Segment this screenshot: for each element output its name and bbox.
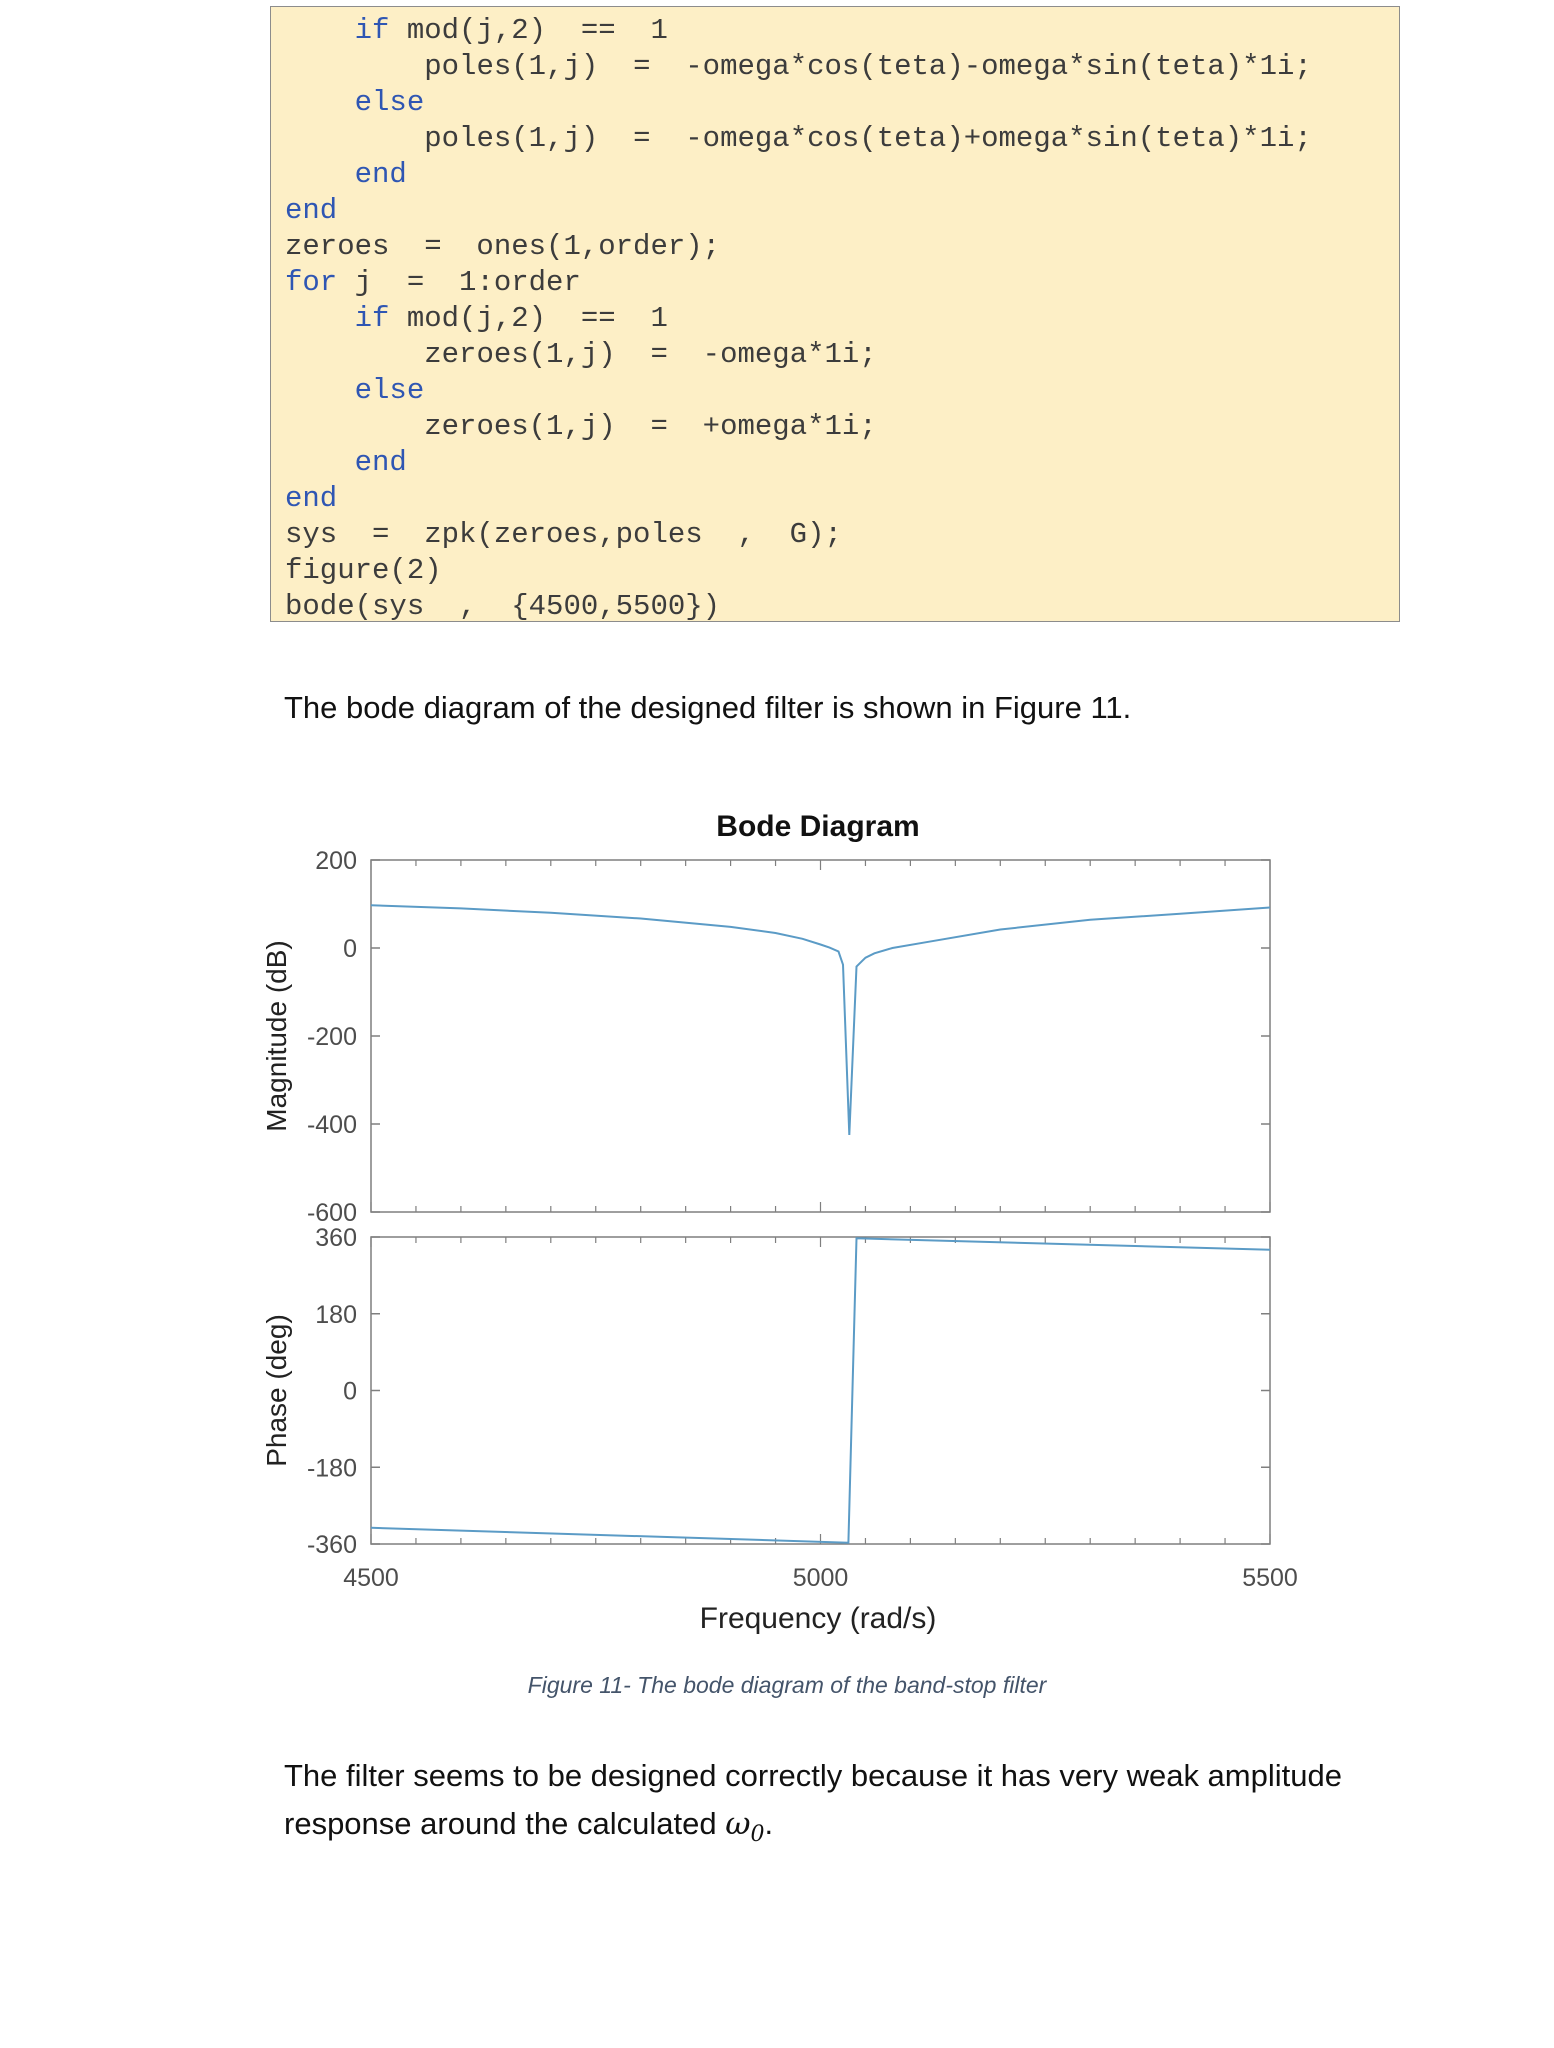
code-text: zeroes(1,j) = +omega*1i; (424, 410, 877, 443)
code-text: figure(2) (285, 554, 442, 587)
figure-caption: Figure 11- The bode diagram of the band-stop filter (527, 1672, 1047, 1698)
code-text: sys = zpk(zeroes,poles , G); (285, 518, 842, 551)
intro-paragraph: The bode diagram of the designed filter is shown in Figure 11. (284, 690, 1132, 725)
conclusion-line-2-end: . (764, 1806, 774, 1841)
code-text: zeroes(1,j) = -omega*1i; (424, 338, 877, 371)
conclusion-line-2 (284, 1806, 773, 1847)
phase-ytick-label: -180 (306, 1454, 357, 1483)
phase-ytick-label: 180 (315, 1300, 357, 1329)
xtick-label: 5000 (792, 1564, 849, 1592)
phase-ytick-label: -360 (306, 1531, 357, 1559)
omega-symbol: ω (725, 1806, 751, 1842)
magnitude-ylabel: Magnitude (dB) (261, 940, 292, 1132)
code-text: j = 1:order (337, 266, 581, 299)
code-keyword: end (354, 446, 407, 479)
code-keyword: if (354, 14, 390, 47)
xtick-label: 4500 (343, 1564, 399, 1592)
omega-subscript: 0 (750, 1822, 765, 1848)
code-keyword: end (285, 194, 338, 227)
xtick-label: 5500 (1242, 1564, 1298, 1592)
magnitude-ytick-label: 0 (343, 935, 357, 963)
xlabel: Frequency (rad/s) (699, 1602, 937, 1635)
code-text: mod(j,2) == 1 (389, 14, 668, 47)
code-keyword: end (285, 482, 338, 515)
phase-ytick-label: 0 (343, 1377, 357, 1406)
magnitude-ytick-label: 200 (315, 847, 357, 875)
conclusion-line-1: The filter seems to be designed correctly because it has very weak amplitude (284, 1758, 1342, 1793)
code-text: bode(sys , {4500,5500}) (285, 590, 721, 623)
phase-ylabel: Phase (deg) (261, 1314, 292, 1467)
code-keyword: end (354, 158, 407, 191)
code-text: mod(j,2) == 1 (389, 302, 668, 335)
magnitude-ytick-label: -400 (306, 1111, 357, 1139)
magnitude-ytick-label: -600 (306, 1199, 357, 1227)
conclusion-line-2-text: response around the calculated (284, 1806, 726, 1841)
code-text: poles(1,j) = -omega*cos(teta)+omega*sin(teta)*1i; (424, 122, 1312, 155)
code-text: zeroes = ones(1,order); (285, 230, 721, 263)
magnitude-ytick-label: -200 (306, 1023, 357, 1051)
code-keyword: else (354, 374, 425, 407)
code-keyword: else (354, 86, 425, 119)
phase-axes-box (371, 1237, 1270, 1544)
chart-title: Bode Diagram (716, 810, 920, 843)
code-keyword: if (354, 302, 390, 335)
code-keyword: for (285, 266, 338, 299)
phase-ytick-label: 360 (315, 1224, 357, 1252)
code-text: poles(1,j) = -omega*cos(teta)-omega*sin(teta)*1i; (424, 50, 1312, 83)
magnitude-axes-box (371, 860, 1270, 1212)
